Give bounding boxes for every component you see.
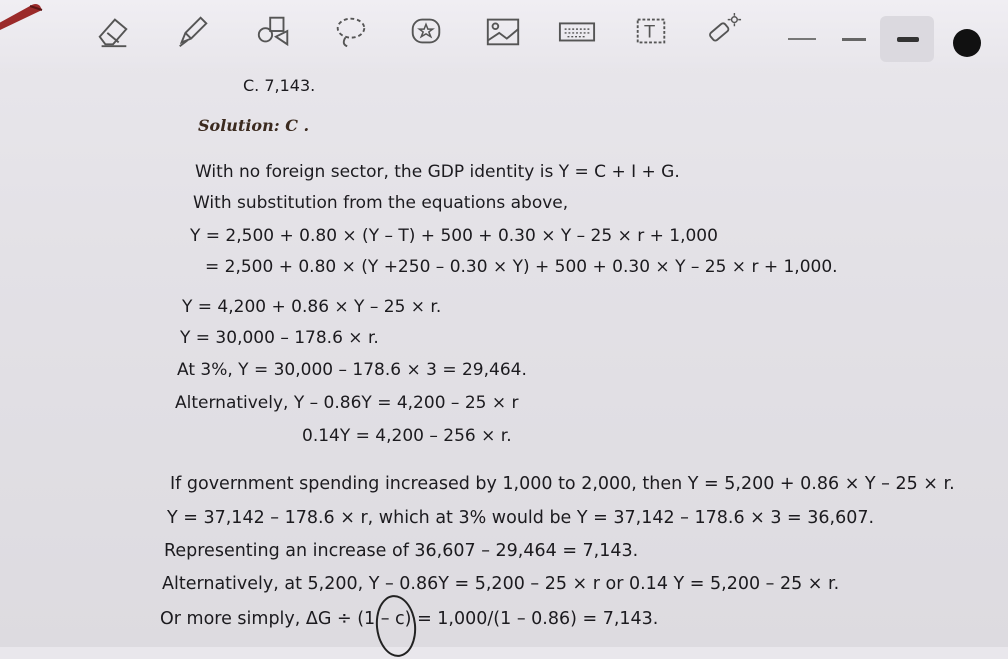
solution-line: Y = 37,142 – 178.6 × r, which at 3% would be Y = 37,142 – 178.6 × 3 = 36,607. — [167, 508, 875, 528]
shapes-icon[interactable] — [253, 10, 295, 52]
solution-line: Y = 4,200 + 0.86 × Y – 25 × r. — [182, 297, 442, 317]
solution-line: Y = 30,000 – 178.6 × r. — [180, 328, 379, 348]
solution-line: 0.14Y = 4,200 – 256 × r. — [302, 426, 512, 446]
svg-text:T: T — [644, 22, 655, 43]
text-icon[interactable] — [630, 10, 672, 52]
sticker-icon[interactable] — [405, 10, 447, 52]
solution-line: With no foreign sector, the GDP identity is Y = C + I + G. — [195, 162, 680, 182]
solution-line: If government spending increased by 1,000 to 2,000, then Y = 5,200 + 0.86 × Y – 25 × r. — [170, 474, 955, 494]
pen-icon[interactable] — [0, 0, 48, 30]
eraser-icon[interactable] — [92, 10, 134, 52]
handwritten-circle-annotation — [373, 593, 419, 659]
laser-pointer-icon[interactable] — [702, 10, 744, 52]
solution-label: Solution: C . — [198, 116, 310, 135]
thin-stroke-option[interactable] — [788, 38, 816, 40]
annotation-toolbar — [0, 0, 1008, 68]
solution-line: = 2,500 + 0.80 × (Y +250 – 0.30 × Y) + 500 + 0.30 × Y – 25 × r + 1,000. — [205, 257, 838, 277]
thick-stroke-option[interactable] — [897, 37, 919, 42]
keyboard-icon[interactable] — [556, 10, 598, 52]
solution-line: Y = 2,500 + 0.80 × (Y – T) + 500 + 0.30 × Y – 25 × r + 1,000 — [190, 226, 718, 246]
solution-line: Alternatively, at 5,200, Y – 0.86Y = 5,200 – 25 × r or 0.14 Y = 5,200 – 25 × r. — [162, 574, 840, 594]
color-black-swatch[interactable] — [953, 29, 981, 57]
solution-line: Representing an increase of 36,607 – 29,464 = 7,143. — [164, 541, 639, 561]
image-icon[interactable] — [482, 10, 524, 52]
highlighter-icon[interactable] — [172, 10, 214, 52]
solution-line: With substitution from the equations above, — [193, 193, 569, 213]
medium-stroke-option[interactable] — [842, 38, 866, 41]
solution-line: At 3%, Y = 30,000 – 178.6 × 3 = 29,464. — [177, 360, 527, 380]
option-c: C. 7,143. — [243, 76, 316, 95]
solution-line: Or more simply, ΔG ÷ (1 – c) = 1,000/(1 – 0.86) = 7,143. — [160, 609, 659, 629]
solution-line: Alternatively, Y – 0.86Y = 4,200 – 25 × r — [175, 393, 519, 413]
lasso-icon[interactable] — [330, 10, 372, 52]
